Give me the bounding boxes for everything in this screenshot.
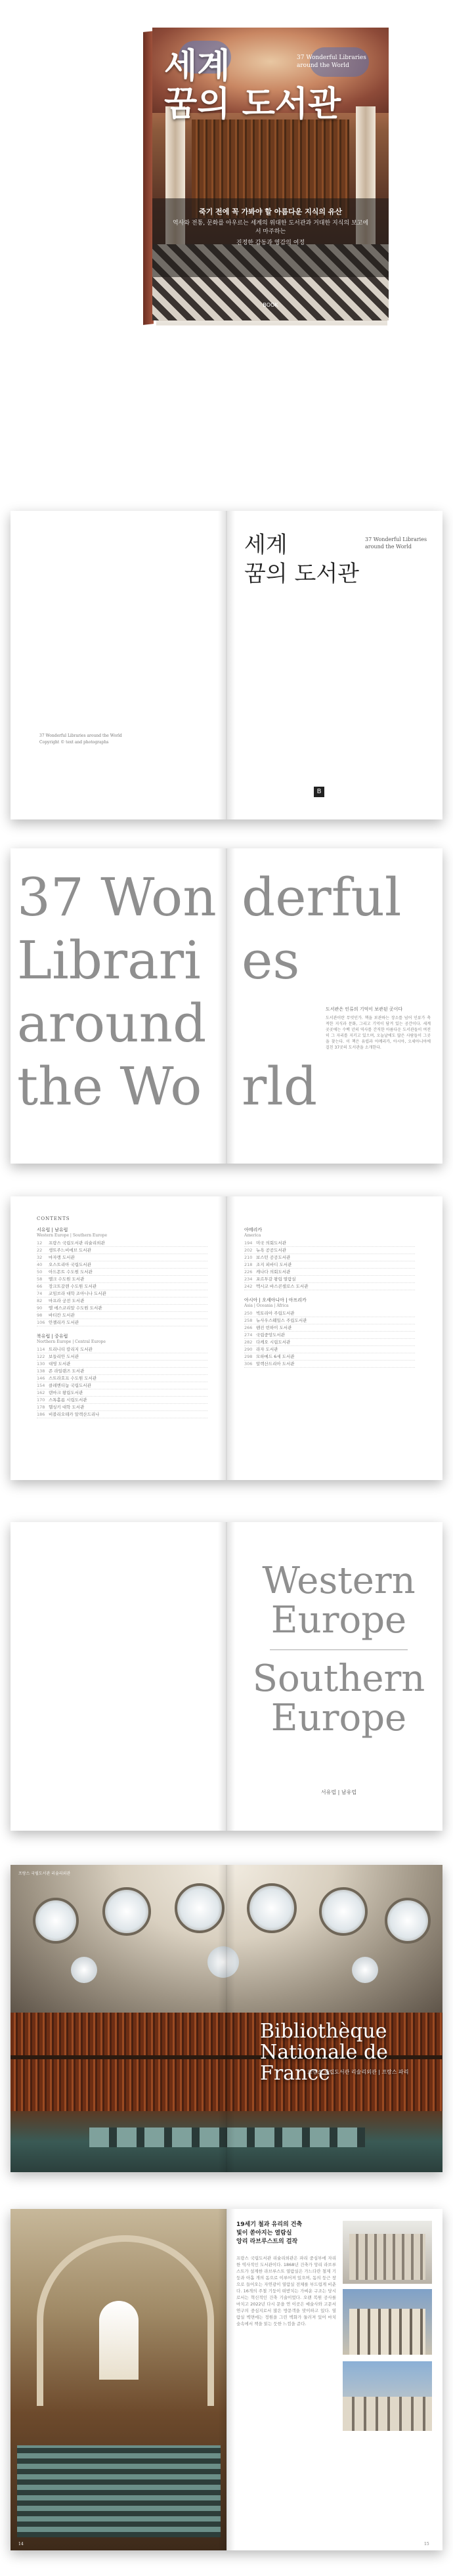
toc-title: 포르투갈 왕립 열람실 [256,1277,296,1282]
toc-page-number: 306 [244,1361,253,1366]
toc-page-number: 130 [37,1361,45,1366]
toc-title: 톈진 빈하이 도서관 [256,1325,292,1330]
title-left-caption: 37 Wonderful Libraries around the World [39,733,122,738]
section3-title: 아메리카 [244,1227,263,1233]
section1-title: 서유럽 | 남유럽 [37,1227,68,1233]
toc-page-number: 250 [244,1311,253,1316]
toc-entry [37,1389,207,1397]
toc-title: 트리니티 칼리지 도서관 [49,1347,93,1352]
title-right-heading-line2: 꿈의 도서관 [244,561,360,587]
toc-title: 존 라일랜즈 도서관 [49,1368,85,1374]
toc-page-number: 274 [244,1332,253,1338]
toc-entry [37,1283,207,1290]
toc-entry [37,1361,207,1368]
intro-right-heading: 도서관은 인류의 기억이 보관된 곳이다 [326,1007,403,1012]
book-cover [152,28,389,326]
big-word-7: rld [242,1056,318,1117]
toc-title: 비블리오테카 알렉산드리나 [49,1412,100,1417]
reading-tables [17,2445,221,2537]
toc-entry [37,1261,207,1269]
section4-en: Asia | Oceania | Africa [244,1303,289,1308]
toc-entry [244,1324,415,1332]
title-right-en [365,536,437,550]
toc-entry [37,1269,207,1276]
divider-line2: Europe [270,1599,407,1642]
toc-title: 오스트리아 국립도서관 [49,1262,91,1267]
toc-page-number: 66 [37,1284,43,1289]
toc-page-number: 210 [244,1255,253,1260]
cover-blurb-2: 진정한 감동과 영감의 여정 [236,240,305,246]
toc-entry [244,1346,415,1353]
photo-gutter [218,1865,235,2172]
title-right-en-line1: 37 Wonderful Libraries [365,536,427,542]
toc-page-number: 12 [37,1240,43,1246]
toc-page-number: 298 [244,1354,253,1359]
toc-title: 캐나다 의회도서관 [256,1269,291,1275]
toc-title: 알렉산드리아 도서관 [256,1361,295,1366]
intro-right-body: 도서관이란 무엇인가. 책을 보관하는 장소를 넘어 인류가 축적한 지식과 문화, 그리고 기억이 담겨 있는 공간이다. 세계 곳곳에는 수백 년의 역사를 간직한 아름다운 도서관들이 여전히 그 자리를 지키고 있으며, 오늘날에도 많은 사람들이 그곳을 찾는다. 이 책은 유럽과 아메리카, 아시아, 오세아니아에 걸친 37곳의 도서관을 소개한다. [326,1016,431,1050]
toc-entry [244,1254,415,1261]
toc-entry [244,1361,415,1368]
arch-window [99,2301,139,2380]
toc-page-number: 170 [37,1397,45,1403]
facade [349,2234,425,2280]
toc-title: 스트라호프 수도원 도서관 [49,1376,97,1381]
article-body: 프랑스 국립도서관 리슐리외관은 파리 중심부에 자리한 역사적인 도서관이다. 1868년 건축가 앙리 라브루스트가 설계한 라브루스트 열람실은 가느다란 철제 기둥과 아홉 개의 돔으로 이루어져 있으며, 돔의 둥근 창으로 들어오는 자연광이 열람실 전체를 부드럽게 비춘다. 16개의 주철 기둥이 떠받치는 가벼운 구조는 당시로서는 혁신적인 건축 기술이었다. 오랜 복원 공사를 마치고 2022년 다시 문을 연 이곳은 예술사와 고문서 연구의 중심지로서 많은 방문객을 맞이하고 있다. 열람실 벽면에는 정원을 그린 벽화가 둘러져 있어 마치 숲속에서 책을 읽는 듯한 느낌을 준다. [236,2256,336,2326]
cover-title-line1: 세계 [164,47,230,86]
dome-window [175,1883,225,1933]
toc-entry [244,1353,415,1361]
toc-page-number: 154 [37,1383,45,1388]
toc-title: 대영 도서관 [49,1361,71,1366]
photo-spread [11,1865,442,2172]
page-number-left: 14 [18,2542,24,2546]
toc-entry [244,1247,415,1254]
cover-front [152,28,389,320]
page-number-right: 15 [424,2542,429,2546]
divider-line4: Europe [270,1697,407,1739]
courtyard [343,2397,432,2431]
toc-title: 라자 도서관 [256,1347,278,1352]
article-headline [236,2221,335,2246]
contents-right-column [244,1227,415,1368]
toc-page-number: 186 [37,1412,45,1417]
toc-page-number: 90 [37,1305,43,1311]
toc-page-number: 162 [37,1390,45,1395]
toc-title: 조지 피바디 도서관 [256,1262,292,1267]
big-word-4: es [242,930,300,991]
divider-line1: Western [262,1560,416,1602]
toc-entry [37,1346,207,1353]
article-headline-line3: 앙리 라브루스트의 걸작 [236,2238,298,2245]
toc-page-number: 98 [37,1313,43,1318]
toc-title: 멜크 수도원 도서관 [49,1277,85,1282]
article-photo-mid [343,2289,432,2355]
toc-title: 장크트갈렌 수도원 도서관 [49,1284,97,1289]
cover-publisher: BOOK [263,302,278,308]
divider-heading [240,1561,437,1738]
toc-page-number: 242 [244,1284,253,1289]
toc-entry [244,1276,415,1283]
toc-entry [244,1261,415,1269]
toc-title: 마프라 궁전 도서관 [49,1298,85,1303]
toc-page-number: 74 [37,1291,43,1296]
toc-entry [37,1375,207,1382]
toc-page-number: 178 [37,1405,45,1410]
toc-title: 헬싱키 대학 도서관 [49,1405,85,1410]
dome-window [352,1957,378,1983]
toc-page-number: 202 [244,1248,253,1253]
contents-left-column [37,1227,207,1418]
toc-title: 국립중앙도서관 [256,1332,285,1338]
toc-entry [244,1339,415,1346]
section3-en: America [244,1233,261,1238]
toc-title: 스톡홀름 시립도서관 [49,1397,87,1403]
toc-entry [244,1310,415,1317]
section-divider-spread [11,1522,442,1831]
toc-page-number: 282 [244,1340,253,1345]
toc-entry [37,1368,207,1375]
toc-page-number: 106 [37,1320,45,1325]
big-word-6: the Wo [17,1056,202,1117]
toc-entry [37,1290,207,1298]
section2-list [37,1346,207,1418]
toc-title: 바티칸 도서관 [49,1313,75,1318]
contents-spread [11,1196,442,1480]
toc-entry [37,1298,207,1305]
toc-title: 아드몬트 수도원 도서관 [49,1269,93,1275]
dome-window [102,1887,151,1936]
article-spread [11,2209,442,2550]
article-photo-top [343,2221,432,2284]
intro-spread [11,848,442,1164]
toc-title: 미국 의회도서관 [256,1240,287,1246]
dome-window [247,1883,297,1933]
toc-title: 안젤리카 도서관 [49,1320,79,1325]
photo-subtitle: 프랑스 국립도서관 리슐리외관 | 프랑스 파리 [307,2069,409,2075]
toc-entry [37,1276,207,1283]
section4-list [244,1310,415,1368]
toc-entry [37,1305,207,1312]
toc-entry [37,1411,207,1418]
toc-entry [244,1317,415,1324]
toc-page-number: 58 [37,1277,43,1282]
publisher-logo: B [314,787,324,797]
section2-title: 북유럽 | 중유럽 [37,1334,68,1339]
toc-entry [244,1269,415,1276]
divider-line3: Southern [252,1657,425,1700]
toc-entry [244,1240,415,1247]
toc-title: 덴마크 왕립도서관 [49,1390,83,1395]
title-right-en-line2: around the World [365,544,412,550]
title-right-heading [244,531,359,588]
toc-title: 뉴사우스웨일스 주립도서관 [256,1318,307,1323]
big-word-5: around [17,993,207,1054]
dome-window [319,1887,368,1936]
toc-title: 보스턴 공공도서관 [256,1255,291,1260]
toc-entry [37,1312,207,1319]
toc-page-number: 50 [37,1269,43,1275]
toc-title: 프랑스 국립도서관 리슐리외관 [49,1240,105,1246]
dome-window [33,1898,79,1944]
section1-list [37,1240,207,1326]
title-right-heading-line1: 세계 [244,532,288,558]
article-left-photo [11,2209,226,2550]
big-word-3: Librari [17,930,201,991]
toc-page-number: 22 [37,1248,43,1253]
toc-entry [37,1397,207,1404]
dome-window [385,1898,431,1944]
cover-tagline: 죽기 전에 꼭 가봐야 할 아름다운 지식의 유산 [198,207,343,216]
section3-list [244,1240,415,1290]
photo-title-line2: Nationale de France [260,2041,388,2085]
toc-page-number: 226 [244,1269,253,1275]
toc-title: 다케오 시립도서관 [256,1340,291,1345]
toc-title: 빅토리아 주립도서관 [256,1311,295,1316]
cover-subtitle-en: 37 Wonderful Libraries around the World [297,55,366,69]
toc-page-number: 194 [244,1240,253,1246]
divider-korean: 서유럽 | 남유럽 [320,1789,357,1795]
section4-title: 아시아 | 오세아니아 | 아프리카 [244,1298,307,1303]
title-spread [11,511,442,819]
toc-title: 생트주느비에브 도서관 [49,1248,91,1253]
section1-en: Western Europe | Southern Europe [37,1233,108,1238]
toc-page-number: 218 [244,1262,253,1267]
toc-title: 보들리안 도서관 [49,1354,79,1359]
article-photo-bottom [343,2361,432,2431]
toc-entry [37,1254,207,1261]
toc-entry [37,1353,207,1361]
toc-title: 뉴욕 공공도서관 [256,1248,287,1253]
toc-page-number: 234 [244,1277,253,1282]
photo-title-line1: Bibliothèque [260,2020,387,2043]
big-word-1: 37 Won [17,867,217,928]
contents-label: CONTENTS [37,1216,70,1221]
toc-page-number: 114 [37,1347,45,1352]
toc-entry [37,1382,207,1389]
cover-title-line2: 꿈의 도서관 [164,85,341,124]
toc-page-number: 40 [37,1262,43,1267]
title-left-small: Copyright © text and photographs [39,740,109,745]
divider-rule [270,1649,408,1650]
toc-page-number: 146 [37,1376,45,1381]
toc-title: 코임브라 대학 조아니나 도서관 [49,1291,106,1296]
toc-page-number: 138 [37,1368,45,1374]
toc-entry [37,1404,207,1411]
toc-entry [37,1247,207,1254]
article-headline-line2: 빛이 쏟아지는 열람실 [236,2230,292,2237]
toc-entry [244,1283,415,1290]
toc-page-number: 258 [244,1318,253,1323]
toc-page-number: 266 [244,1325,253,1330]
toc-page-number: 122 [37,1354,45,1359]
toc-entry [37,1319,207,1326]
article-gutter [218,2209,235,2550]
toc-title: 클레멘티눔 국립도서관 [49,1383,91,1388]
cover-blurb-1: 역사와 전통, 문화를 아우르는 세계의 위대한 도서관과 거대한 지식의 보고에서 마주하는 [172,220,369,235]
dome-window [71,1957,97,1983]
toc-title: 마자랭 도서관 [49,1255,75,1260]
toc-entry [37,1240,207,1247]
toc-entry [244,1332,415,1339]
building [349,2309,425,2355]
toc-page-number: 290 [244,1347,253,1352]
toc-title: 모하메드 6세 도서관 [256,1354,295,1359]
photo-top-caption: 프랑스 국립도서관 리슐리외관 [18,1871,71,1876]
big-word-2: derful [242,867,402,928]
section2-en: Northern Europe | Central Europe [37,1340,106,1344]
toc-title: 멕시코 바스콘셀로스 도서관 [256,1284,309,1289]
toc-title: 엘 에스코리알 수도원 도서관 [49,1305,102,1311]
toc-page-number: 82 [37,1298,43,1303]
toc-page-number: 32 [37,1255,43,1260]
article-headline-line1: 19세기 철과 유리의 건축 [236,2221,303,2228]
